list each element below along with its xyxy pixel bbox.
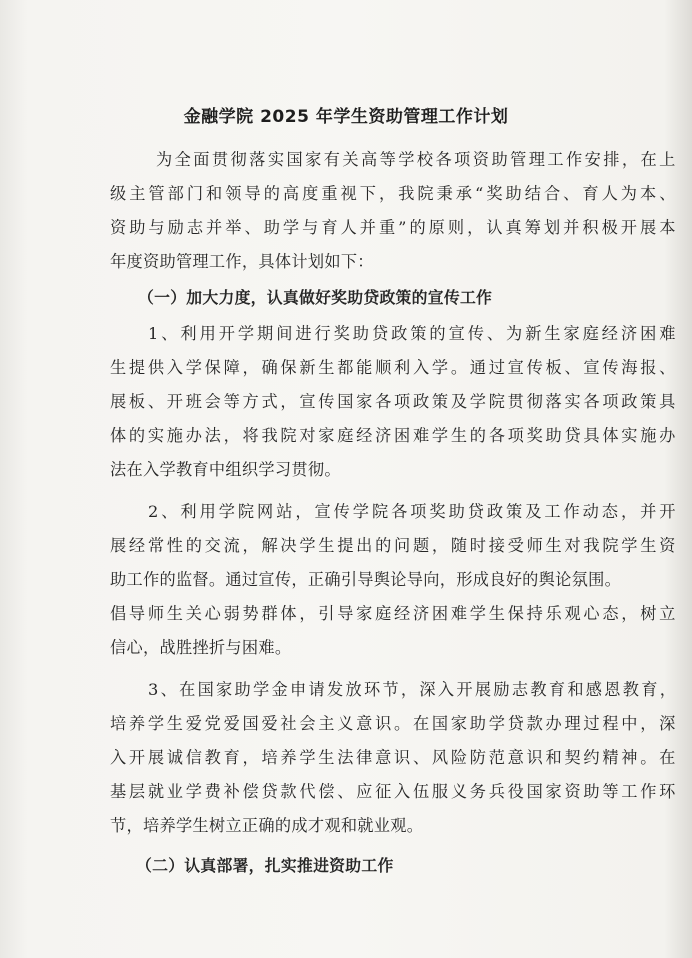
item-3-line-2: 培养学生爱党爱国爱社会主义意识。在国家助学贷款办理过程中，深 bbox=[110, 714, 679, 733]
item-1-line-4: 体的实施办法，将我院对家庭经济困难学生的各项奖助贷具体实施办 bbox=[110, 426, 679, 445]
section-2-heading: （二）认真部署，扎实推进资助工作 bbox=[136, 856, 394, 875]
intro-line-2: 级主管部门和领导的高度重视下，我院秉承“奖助结合、育人为本、 bbox=[110, 184, 679, 203]
item-2-line-4: 倡导师生关心弱势群体，引导家庭经济困难学生保持乐观心态，树立 bbox=[110, 604, 679, 623]
intro-line-1: 为全面贯彻落实国家有关高等学校各项资助管理工作安排，在上 bbox=[156, 150, 678, 169]
item-2-line-2: 展经常性的交流，解决学生提出的问题，随时接受师生对我院学生资 bbox=[110, 536, 679, 555]
item-2-line-1: 2、利用学院网站，宣传学院各项奖助贷政策及工作动态，并开 bbox=[148, 502, 679, 521]
item-3-line-4: 基层就业学费补偿贷款代偿、应征入伍服义务兵役国家资助等工作环 bbox=[110, 782, 679, 801]
item-1-line-1: 1、利用开学期间进行奖助贷政策的宣传、为新生家庭经济困难 bbox=[148, 324, 679, 343]
item-1-line-2: 生提供入学保障，确保新生都能顺利入学。通过宣传板、宣传海报、 bbox=[110, 358, 679, 377]
item-2-line-5: 信心，战胜挫折与困难。 bbox=[110, 638, 292, 657]
item-3-line-1: 3、在国家助学金申请发放环节，深入开展励志教育和感恩教育， bbox=[148, 680, 679, 699]
item-1-line-5: 法在入学教育中组织学习贯彻。 bbox=[110, 460, 341, 479]
intro-line-4: 年度资助管理工作，具体计划如下： bbox=[110, 252, 374, 271]
item-3-line-3: 入开展诚信教育，培养学生法律意识、风险防范意识和契约精神。在 bbox=[110, 748, 679, 767]
intro-line-3: 资助与励志并举、助学与育人并重”的原则，认真筹划并积极开展本 bbox=[110, 218, 679, 237]
item-2-line-3: 助工作的监督。通过宣传，正确引导舆论导向，形成良好的舆论氛围。 bbox=[110, 570, 622, 589]
section-1-heading: （一）加大力度，认真做好奖助贷政策的宣传工作 bbox=[138, 288, 493, 307]
item-1-line-3: 展板、开班会等方式，宣传国家各项政策及学院贯彻落实各项政策具 bbox=[110, 392, 679, 411]
document-title: 金融学院 2025 年学生资助管理工作计划 bbox=[183, 107, 509, 127]
item-3-line-5: 节，培养学生树立正确的成才观和就业观。 bbox=[110, 816, 424, 835]
